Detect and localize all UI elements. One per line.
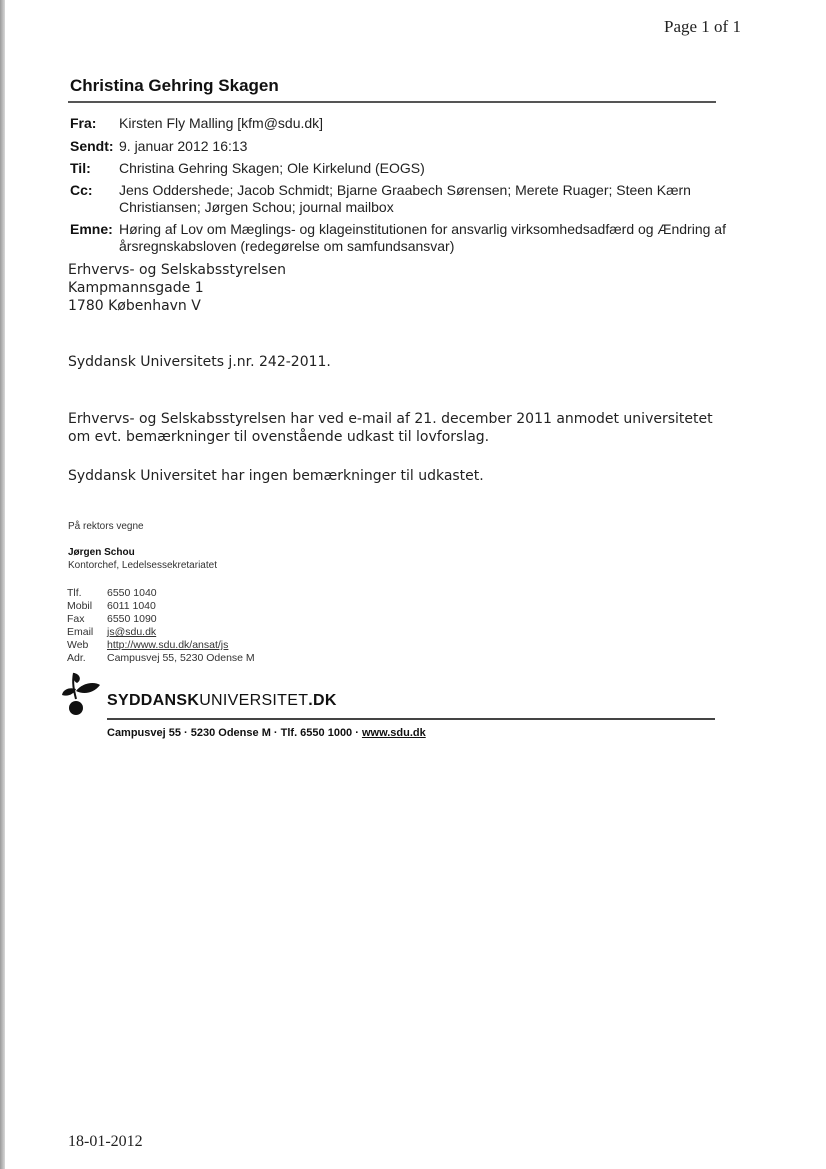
header-from-label: Fra: [70,115,97,131]
header-to-label: Til: [70,160,91,176]
wordmark-suffix: .DK [308,692,337,709]
journal-number: Syddansk Universitets j.nr. 242-2011. [68,354,331,370]
footer-address-text: Campusvej 55 · 5230 Odense M · Tlf. 6550 1000 · [107,727,362,739]
contact-label: Adr. [67,652,86,664]
contact-value: 6011 1040 [107,600,156,612]
paragraph-request: Erhvervs- og Selskabsstyrelsen har ved e-mail af 21. december 2011 anmodet universitetet om evt. bemærkninger til ovenstående udkast til lovforslag. [68,411,713,445]
address-line-3: 1780 København V [68,298,201,314]
print-date: 18-01-2012 [68,1133,143,1150]
header-sent-label: Sendt: [70,138,114,154]
contact-value: Campusvej 55, 5230 Odense M [107,652,255,664]
header-cc-value: Jens Oddershede; Jacob Schmidt; Bjarne Graabech Sørensen; Merete Ruager; Steen Kærn Christiansen; Jørgen Schou; journal mailbox [119,182,691,215]
contact-value: 6550 1040 [107,587,157,599]
scan-edge [0,0,5,1169]
header-subject-value: Høring af Lov om Mæglings- og klageinstitutionen for ansvarlig virksomhedsadfærd og Ændring af årsregnskabsloven (redegørelse om samfundsansvar) [119,221,726,254]
web-link[interactable]: http://www.sdu.dk/ansat/js [107,639,229,651]
sdu-leaf-logo-icon [60,669,106,717]
contact-value: 6550 1090 [107,613,157,625]
sdu-wordmark [107,692,337,710]
wordmark-light: UNIVERSITET [199,692,309,709]
contact-label: Email [67,626,94,638]
contact-label: Fax [67,613,85,625]
header-cc-label: Cc: [70,182,93,198]
header-sent-value: 9. januar 2012 16:13 [119,138,248,154]
header-divider [68,101,716,103]
signature-on-behalf: På rektors vegne [68,521,144,532]
contact-label: Mobil [67,600,93,612]
header-to-value: Christina Gehring Skagen; Ole Kirkelund (EOGS) [119,160,425,176]
signature-name: Jørgen Schou [68,547,135,558]
paragraph-no-comments: Syddansk Universitet har ingen bemærkninger til udkastet. [68,468,484,484]
header-subject-label: Emne: [70,221,113,237]
header-from-value: Kirsten Fly Malling [kfm@sdu.dk] [119,115,324,131]
page-number: Page 1 of 1 [664,17,741,36]
signature-title: Kontorchef, Ledelsessekretariatet [68,560,217,571]
address-line-2: Kampmannsgade 1 [68,280,204,296]
recipient-address [68,261,286,315]
email-link[interactable]: js@sdu.dk [107,626,157,638]
contact-label: Tlf. [67,587,82,599]
footer-website-link[interactable]: www.sdu.dk [361,727,426,739]
contact-label: Web [67,639,89,651]
footer-divider [107,718,715,720]
address-line-1: Erhvervs- og Selskabsstyrelsen [68,262,286,278]
footer-address [107,727,426,739]
wordmark-bold: SYDDANSK [107,692,200,709]
sender-name: Christina Gehring Skagen [70,76,279,95]
